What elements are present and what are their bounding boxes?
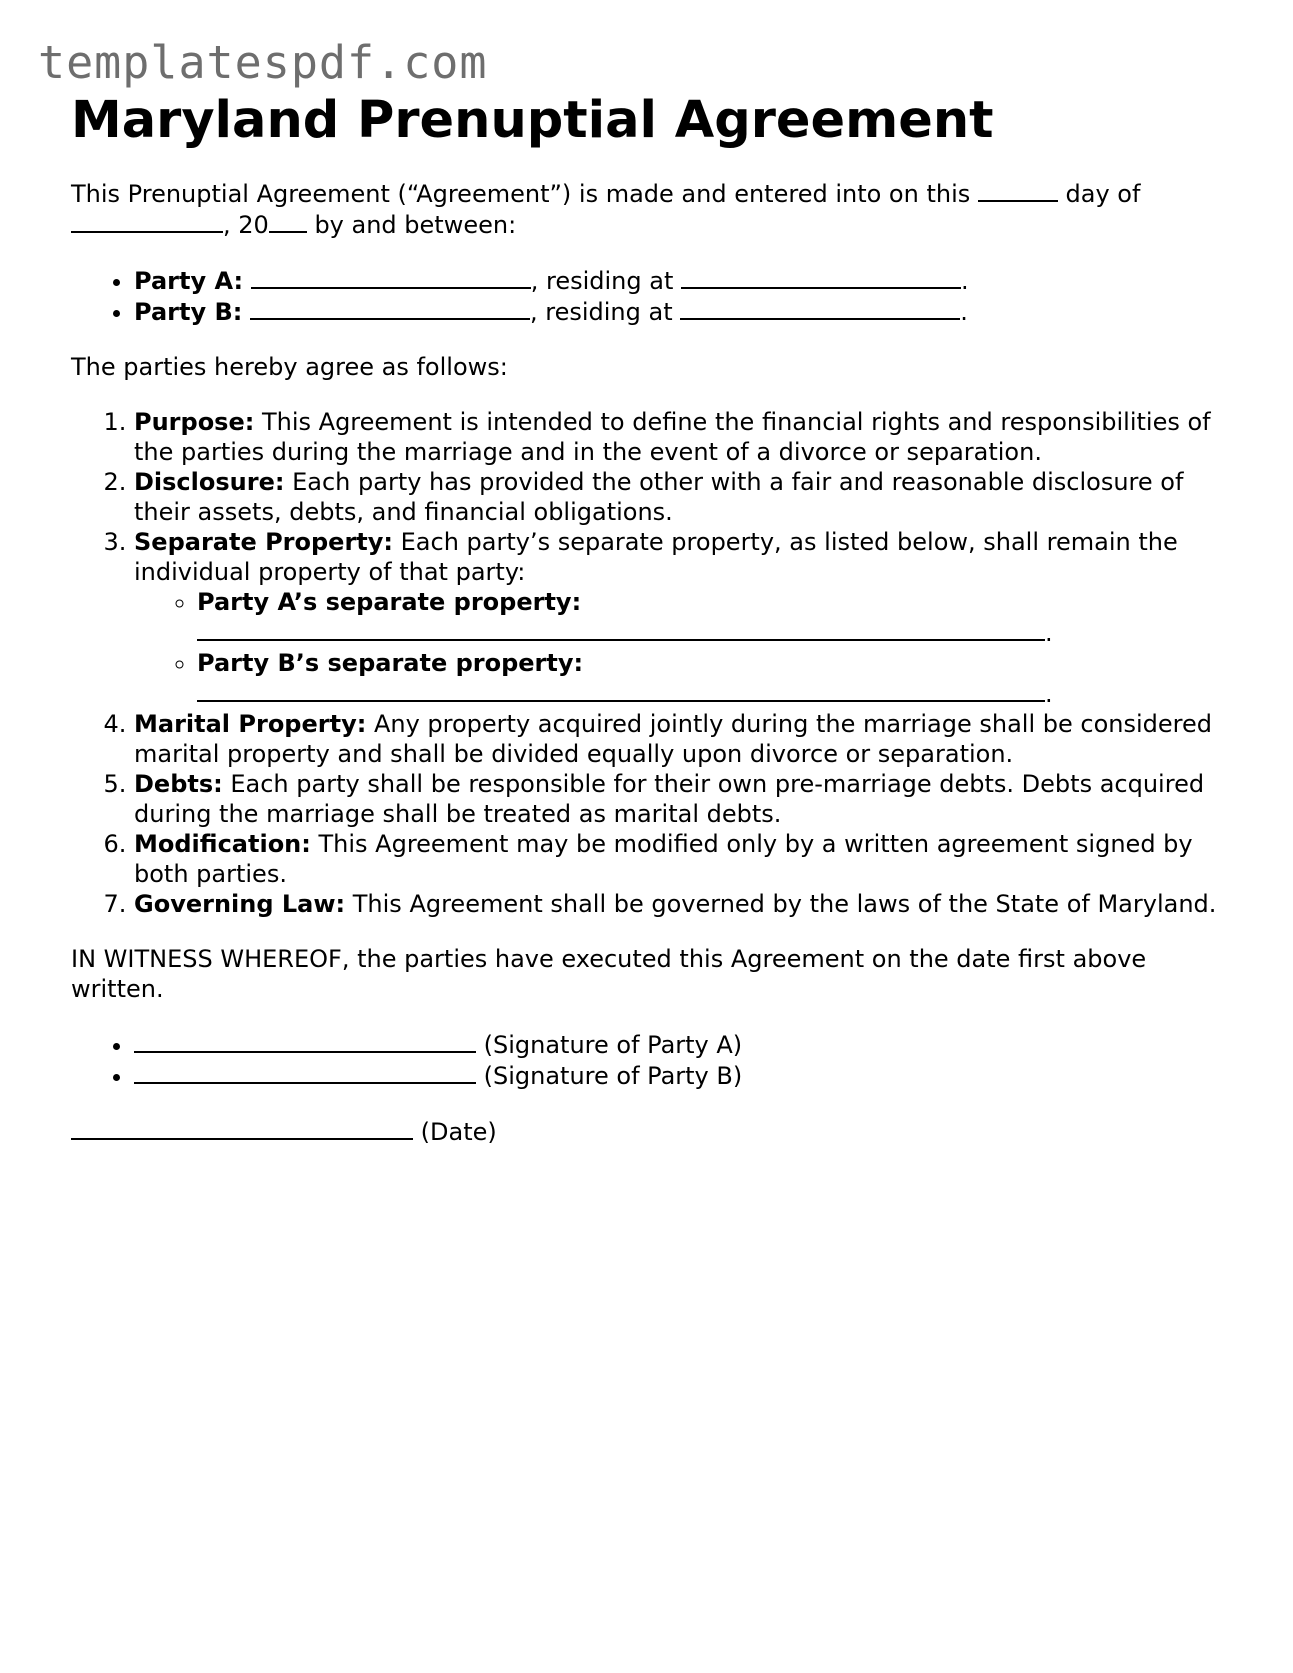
term-modification <box>134 829 1221 889</box>
party-b-end: . <box>960 298 968 326</box>
separate-property-list <box>134 587 1221 709</box>
party-b-property-item <box>197 648 1221 709</box>
page-title: Maryland Prenuptial Agreement <box>71 91 994 150</box>
witness-paragraph: IN WITNESS WHEREOF, the parties have executed this Agreement on the date first above written. <box>71 945 1147 1003</box>
intro-text-1: This Prenuptial Agreement (“Agreement”) is made and entered into on this <box>71 180 971 208</box>
party-b-name-blank[interactable] <box>250 296 530 320</box>
signature-a-blank[interactable] <box>134 1029 476 1053</box>
party-a-property-blank[interactable] <box>197 617 1045 641</box>
party-a-property-line <box>197 617 1221 648</box>
signature-b-caption: (Signature of Party B) <box>483 1062 743 1090</box>
term-text: This Agreement may be modified only by a written agreement signed by both parties. <box>134 830 1193 888</box>
term-heading: Governing Law: <box>134 890 346 918</box>
parties-list <box>71 265 1221 327</box>
term-text: This Agreement shall be governed by the laws of the State of Maryland. <box>345 890 1217 918</box>
party-b-item <box>134 296 1221 327</box>
intro-text-3: , 20 <box>223 211 269 239</box>
party-a-name-blank[interactable] <box>251 265 531 289</box>
date-blank[interactable] <box>71 1116 413 1140</box>
party-a-item <box>134 265 1221 296</box>
term-heading: Debts: <box>134 770 223 798</box>
intro-paragraph <box>71 178 1221 240</box>
watermark: templatespdf.com <box>38 36 488 89</box>
term-text: Each party has provided the other with a fair and reasonable disclosure of their assets, debts, and financial obligations. <box>134 468 1184 526</box>
term-text: This Agreement is intended to define the financial rights and responsibilities of the parties during the marriage and in the event of a divorce or separation. <box>134 408 1211 466</box>
signature-b-blank[interactable] <box>134 1060 476 1084</box>
month-blank[interactable] <box>71 209 223 233</box>
term-text: Each party shall be responsible for their own pre-marriage debts. Debts acquired during the marriage shall be treated as marital debts. <box>134 770 1205 828</box>
party-a-property-label: Party A’s separate property: <box>197 588 582 616</box>
term-heading: Modification: <box>134 830 311 858</box>
term-text: Each party’s separate property, as listed below, shall remain the individual property of that party: <box>134 528 1178 586</box>
party-a-property-item <box>197 587 1221 648</box>
signature-a-caption: (Signature of Party A) <box>483 1031 743 1059</box>
term-debts <box>134 769 1221 829</box>
document-body <box>71 88 1221 1172</box>
party-a-end: . <box>961 267 969 295</box>
agree-intro: The parties hereby agree as follows: <box>71 353 508 381</box>
party-b-address-blank[interactable] <box>680 296 960 320</box>
term-governing-law <box>134 889 1221 919</box>
term-heading: Disclosure: <box>134 468 285 496</box>
date-caption: (Date) <box>420 1118 497 1146</box>
signature-party-a <box>134 1029 1221 1060</box>
term-disclosure <box>134 467 1221 527</box>
party-b-label: Party B: <box>134 298 243 326</box>
party-a-label: Party A: <box>134 267 244 295</box>
term-separate-property <box>134 527 1221 709</box>
party-b-property-end: . <box>1045 680 1053 708</box>
term-marital-property <box>134 709 1221 769</box>
day-blank[interactable] <box>978 178 1058 202</box>
year-blank[interactable] <box>269 209 307 233</box>
party-a-residing-label: , residing at <box>530 267 674 295</box>
party-b-property-label: Party B’s separate property: <box>197 649 584 677</box>
party-b-property-line <box>197 678 1221 709</box>
term-heading: Purpose: <box>134 408 255 436</box>
party-b-property-blank[interactable] <box>197 678 1045 702</box>
party-a-property-end: . <box>1045 619 1053 647</box>
terms-list <box>71 407 1221 919</box>
term-heading: Separate Property: <box>134 528 393 556</box>
intro-text-2: day of <box>1065 180 1141 208</box>
date-line <box>71 1116 1221 1147</box>
signature-list <box>71 1029 1221 1091</box>
party-b-residing-label: , residing at <box>529 298 673 326</box>
term-text: Any property acquired jointly during the marriage shall be considered marital property and shall be divided equally upon divorce or separation. <box>134 710 1212 768</box>
intro-text-4: by and between: <box>314 211 517 239</box>
term-purpose <box>134 407 1221 467</box>
term-heading: Marital Property: <box>134 710 367 738</box>
party-a-address-blank[interactable] <box>681 265 961 289</box>
signature-party-b <box>134 1060 1221 1091</box>
